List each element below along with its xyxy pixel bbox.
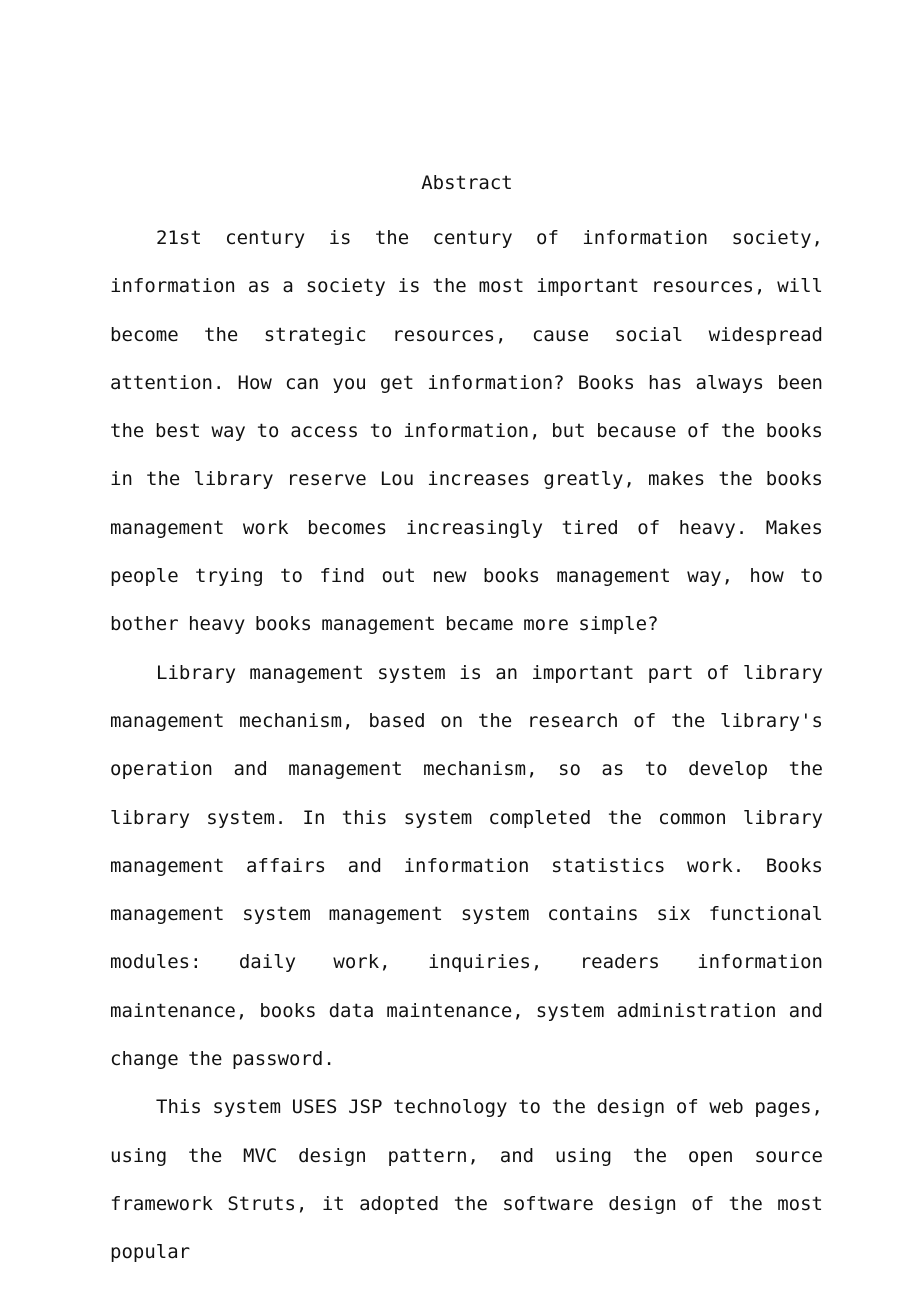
- paragraph-2: Library management system is an important part of library management mechanism, based on the research of the library's operation and management mechanism, so as to develop the library system. In this system completed the common library management affairs and information statistics work. Books management system management system contains six functional modules: daily work, inquiries, readers information maintenance, books data maintenance, system administration and change the password.: [110, 661, 823, 1071]
- abstract-body: [110, 214, 823, 1277]
- paragraph-3: This system USES JSP technology to the design of web pages, using the MVC design pattern, and using the open source framework Struts, it adopted the software design of the most popular: [110, 1096, 823, 1264]
- abstract-heading: Abstract: [421, 172, 513, 194]
- paragraph-1: 21st century is the century of information society, information as a society is the most important resources, will become the strategic resources, cause social widespread attention. How can you get information? Books has always been the best way to access to information, but because of the books in the library reserve Lou increases greatly, makes the books management work becomes increasingly tired of heavy. Makes people trying to find out new books management way, how to bother heavy books management became more simple?: [110, 227, 823, 636]
